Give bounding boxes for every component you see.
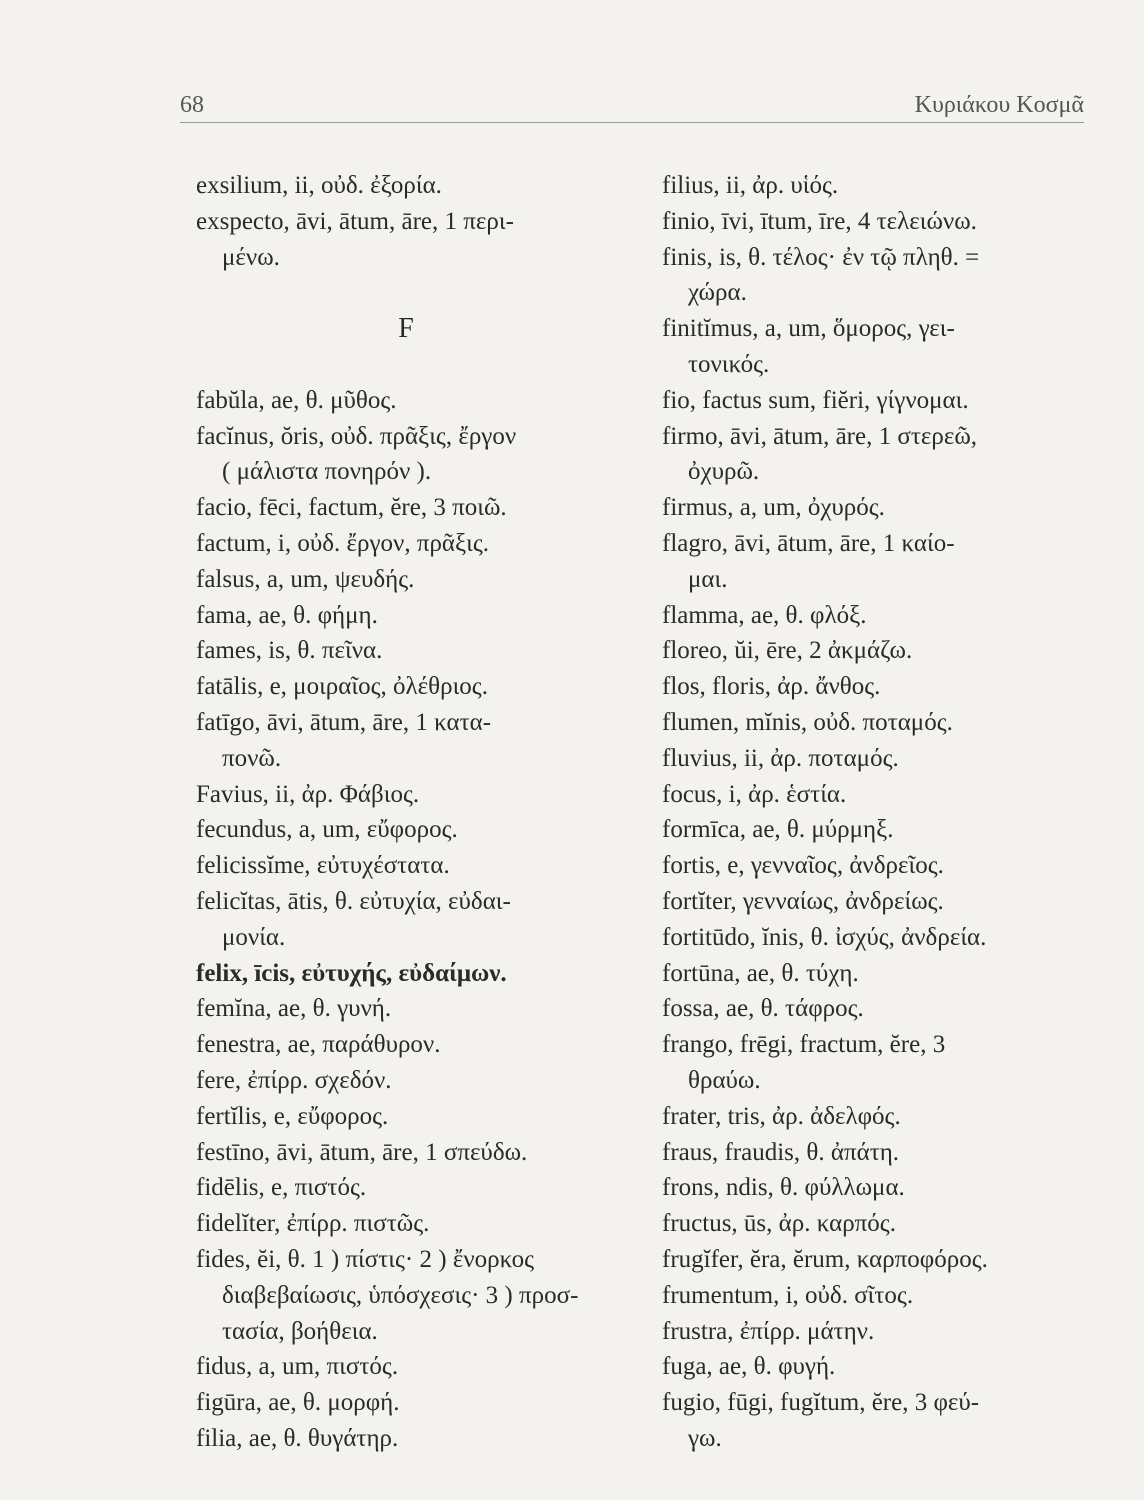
entry-continuation: ( μάλιστα πονηρόν ). [222,458,432,486]
dictionary-entry: fortĭter, γενναίως, ἀνδρείως. [662,887,944,915]
dictionary-entry: fertĭlis, e, εὔφορος. [196,1102,389,1130]
entry-continuation: διαβεβαίωσις, ὑπόσχεσις· 3 ) προσ- [222,1281,579,1309]
dictionary-entry: fortis, e, γενναῖος, ἀνδρεῖος. [662,852,944,880]
dictionary-entry: flos, floris, ἀρ. ἄνθος. [662,673,881,701]
dictionary-entry: fecundus, a, um, εὔφορος. [196,816,458,844]
dictionary-entry: flagro, āvi, ātum, āre, 1 καίο- [662,529,955,557]
dictionary-entry: finitĭmus, a, um, ὅμορος, γει- [662,315,955,343]
entry-continuation: τασία, βοήθεια. [222,1317,378,1345]
dictionary-entry: fere, ἐπίρρ. σχεδόν. [196,1066,392,1094]
dictionary-entry: filia, ae, θ. θυγάτηρ. [196,1424,399,1452]
dictionary-entry: frumentum, i, οὐδ. σῖτος. [662,1281,914,1309]
dictionary-entry: facĭnus, ŏris, οὐδ. πρᾶξις, ἔργον [196,422,517,450]
dictionary-entry: fama, ae, θ. φήμη. [196,601,378,629]
section-letter-heading: F [398,313,414,345]
dictionary-entry: frugĭfer, ĕra, ĕrum, καρποφόρος. [662,1245,988,1273]
dictionary-entry: exspecto, āvi, ātum, āre, 1 περι- [196,207,514,235]
dictionary-entry: facio, fēci, factum, ĕre, 3 ποιῶ. [196,494,507,522]
blank-line [196,347,636,383]
entry-continuation: μονία. [222,923,286,951]
entry-continuation: χώρα. [688,279,747,307]
dictionary-entry: firmus, a, um, ὀχυρός. [662,494,885,522]
dictionary-entry: Favius, ii, ἀρ. Φάβιος. [196,780,420,808]
entry-continuation: μένω. [222,243,280,271]
dictionary-entry: floreo, ŭi, ēre, 2 ἀκμάζω. [662,637,913,665]
dictionary-entry: fidelĭter, ἐπίρρ. πιστῶς. [196,1210,430,1238]
dictionary-entry: frons, ndis, θ. φύλλωμα. [662,1174,905,1202]
dictionary-entry: fraus, fraudis, θ. ἀπάτη. [662,1138,900,1166]
dictionary-entry: femĭna, ae, θ. γυνή. [196,995,392,1023]
page-header [180,92,1084,123]
dictionary-entry: frango, frēgi, fractum, ĕre, 3 [662,1031,946,1059]
dictionary-entry: felicĭtas, ātis, θ. εὐτυχία, εὐδαι- [196,887,511,915]
dictionary-entry: flamma, ae, θ. φλόξ. [662,601,867,629]
entry-continuation: πονῶ. [222,744,282,772]
dictionary-entry: fructus, ūs, ἀρ. καρπός. [662,1210,896,1238]
dictionary-entry: fuga, ae, θ. φυγή. [662,1353,836,1381]
left-column [196,168,636,1457]
dictionary-entry: flumen, mĭnis, οὐδ. ποταμός. [662,708,953,736]
dictionary-entry: figūra, ae, θ. μορφή. [196,1389,400,1417]
blank-line [196,275,636,311]
dictionary-entry: fenestra, ae, παράθυρον. [196,1031,441,1059]
dictionary-entry: fortitūdo, ĭnis, θ. ἰσχύς, ἀνδρεία. [662,923,987,951]
dictionary-entry: festīno, āvi, ātum, āre, 1 σπεύδω. [196,1138,528,1166]
right-column [662,168,1102,1457]
dictionary-entry: fossa, ae, θ. τάφρος. [662,995,864,1023]
dictionary-entry: fames, is, θ. πεῖνα. [196,637,383,665]
dictionary-entry: fatālis, e, μοιραῖος, ὀλέθριος. [196,673,488,701]
dictionary-entry: fides, ĕi, θ. 1 ) πίστις· 2 ) ἔνορκος [196,1245,535,1273]
dictionary-entry: fatīgo, āvi, ātum, āre, 1 κατα- [196,708,492,736]
dictionary-entry: fidēlis, e, πιστός. [196,1174,367,1202]
entry-continuation: ὀχυρῶ. [688,458,760,486]
dictionary-entry: focus, i, ἀρ. ἑστία. [662,780,847,808]
dictionary-entry: felix, īcis, εὐτυχής, εὐδαίμων. [196,959,507,987]
entry-continuation: τονικός. [688,350,770,378]
dictionary-entry: finis, is, θ. τέλος· ἐν τῷ πληθ. = [662,243,980,271]
dictionary-entry: factum, i, οὐδ. ἔργον, πρᾶξις. [196,529,490,557]
dictionary-entry: fortūna, ae, θ. τύχη. [662,959,859,987]
dictionary-entry: felicissĭme, εὐτυχέστατα. [196,852,450,880]
entry-continuation: θραύω. [688,1066,761,1094]
dictionary-entry: fidus, a, um, πιστός. [196,1353,399,1381]
entry-continuation: γω. [688,1424,722,1452]
dictionary-entry: falsus, a, um, ψευδής. [196,565,415,593]
dictionary-entry: fluvius, ii, ἀρ. ποταμός. [662,744,899,772]
dictionary-entry: frater, tris, ἀρ. ἀδελφός. [662,1102,901,1130]
running-head: Κυριάκου Κοσμᾶ [914,92,1084,118]
dictionary-entry: frustra, ἐπίρρ. μάτην. [662,1317,875,1345]
page-number: 68 [180,92,204,118]
dictionary-entry: formīca, ae, θ. μύρμηξ. [662,816,894,844]
dictionary-entry: finio, īvi, ītum, īre, 4 τελειώνω. [662,207,977,235]
dictionary-entry: fugio, fūgi, fugĭtum, ĕre, 3 φεύ- [662,1389,980,1417]
dictionary-entry: fio, factus sum, fiĕri, γίγνομαι. [662,386,969,414]
dictionary-entry: filius, ii, ἀρ. υἱός. [662,172,839,199]
dictionary-entry: exsilium, ii, οὐδ. ἐξορία. [196,172,442,199]
dictionary-entry: firmo, āvi, ātum, āre, 1 στερεῶ, [662,422,978,450]
dictionary-entry: fabŭla, ae, θ. μῦθος. [196,386,397,414]
entry-continuation: μαι. [688,565,728,593]
